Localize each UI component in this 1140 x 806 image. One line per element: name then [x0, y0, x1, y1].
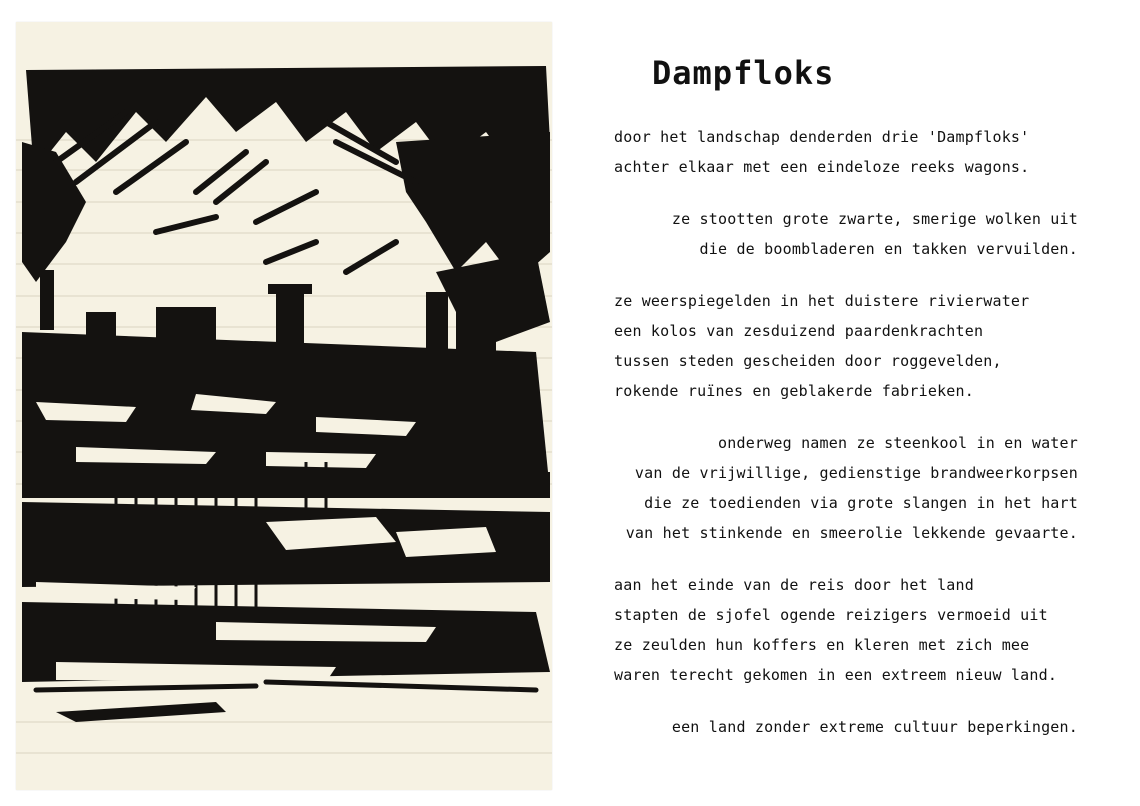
stanza-3 — [614, 286, 1078, 406]
stanza-4 — [614, 428, 1078, 548]
stanza-6 — [614, 712, 1078, 742]
poem-line: waren terecht gekomen in een extreem nieuw land. — [614, 666, 1058, 684]
poem-line: achter elkaar met een eindeloze reeks wagons. — [614, 158, 1030, 176]
poem-line: een kolos van zesduizend paardenkrachten — [614, 322, 984, 340]
poem-line: rokende ruïnes en geblakerde fabrieken. — [614, 382, 974, 400]
poem-line: ze weerspiegelden in het duistere rivierwater — [614, 292, 1030, 310]
poem-line: van het stinkende en smeerolie lekkende gevaarte. — [625, 524, 1078, 542]
poem-line: die de boombladeren en takken vervuilden. — [699, 240, 1078, 258]
poem-line: van de vrijwillige, gedienstige brandweerkorpsen — [634, 464, 1078, 482]
poem-line: aan het einde van de reis door het land — [614, 576, 974, 594]
poem-line: onderweg namen ze steenkool in en water — [718, 434, 1078, 452]
poem-line: stapten de sjofel ogende reizigers vermoeid uit — [614, 606, 1048, 624]
poem-body — [614, 122, 1078, 764]
poem-line: tussen steden gescheiden door roggevelden, — [614, 352, 1002, 370]
stanza-1 — [614, 122, 1078, 182]
poem-line: ze stootten grote zwarte, smerige wolken uit — [671, 210, 1078, 228]
ink-painting-card — [16, 22, 552, 790]
ink-landscape-illustration — [16, 22, 552, 790]
poem-line: die ze toedienden via grote slangen in het hart — [644, 494, 1078, 512]
poem-line: een land zonder extreme cultuur beperkingen. — [671, 718, 1078, 736]
stanza-5 — [614, 570, 1078, 690]
stanza-2 — [614, 204, 1078, 264]
poem-line: ze zeulden hun koffers en kleren met zich mee — [614, 636, 1030, 654]
poem-line: door het landschap denderden drie 'Dampfloks' — [614, 128, 1030, 146]
poem-title: Dampfloks — [652, 54, 835, 92]
